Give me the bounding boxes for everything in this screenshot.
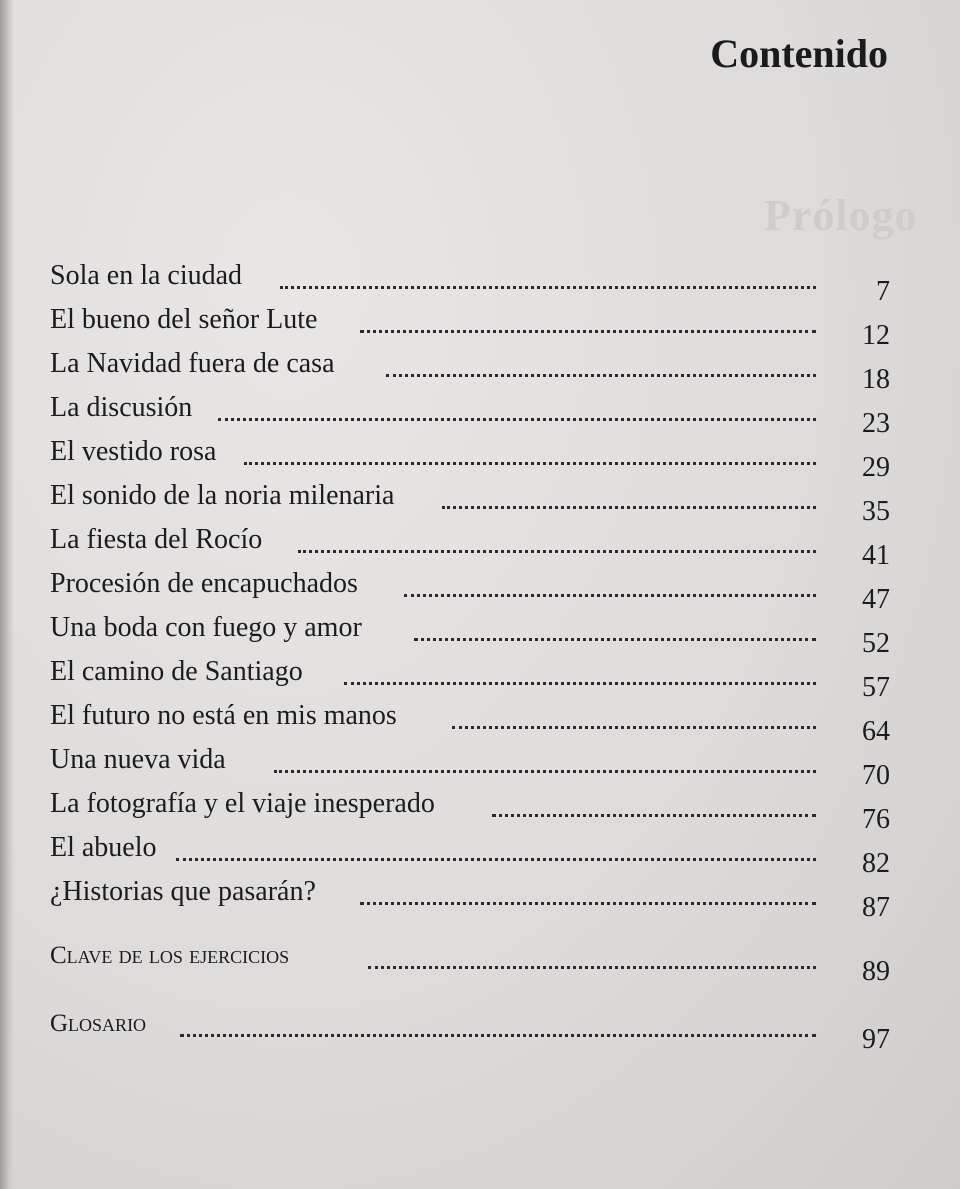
toc-entry-title: El bueno del señor Lute [50, 304, 318, 335]
bleed-through-title: Prólogo [764, 191, 918, 240]
toc-entry-title: El abuelo [50, 832, 157, 863]
toc-page-number: 70 [862, 760, 890, 791]
toc-page-number: 29 [862, 452, 890, 483]
toc-entry [48, 256, 898, 307]
toc-page-number: 76 [862, 804, 890, 835]
toc-entry [48, 872, 898, 923]
toc-entry-title: La Navidad fuera de casa [50, 348, 335, 379]
toc-entry [48, 300, 898, 351]
toc-entry [48, 696, 898, 747]
toc-dot-leader [298, 540, 816, 553]
toc-entry [48, 432, 898, 483]
toc-page-number: 7 [876, 276, 890, 307]
toc-page-number: 57 [862, 672, 890, 703]
toc-page-number: 35 [862, 496, 890, 527]
toc-dot-leader [452, 716, 816, 729]
toc-page-number: 82 [862, 848, 890, 879]
toc-page-number: 41 [862, 540, 890, 571]
toc-entry-title: Una nueva vida [50, 744, 226, 775]
toc-entry-title: El vestido rosa [50, 436, 217, 467]
toc-entry-title: Procesión de encapuchados [50, 568, 358, 599]
toc-entry-title: El camino de Santiago [50, 656, 303, 687]
toc-page-number: 97 [862, 1024, 890, 1055]
page-title: Contenido [710, 31, 888, 76]
toc-entry-appendix [48, 1004, 898, 1055]
toc-page-number: 64 [862, 716, 890, 747]
toc-entry [48, 476, 898, 527]
toc-dot-leader [414, 628, 816, 641]
toc-entry-appendix [48, 936, 898, 987]
toc-page-number: 87 [862, 892, 890, 923]
toc-entry [48, 388, 898, 439]
toc-entry-title: ¿Historias que pasarán? [50, 876, 316, 907]
toc-page-number: 12 [862, 320, 890, 351]
toc-entry-title: Una boda con fuego y amor [50, 612, 362, 643]
toc-dot-leader [176, 848, 816, 861]
toc-page-number: 89 [862, 956, 890, 987]
toc-dot-leader [386, 364, 816, 377]
toc-page-number: 23 [862, 408, 890, 439]
toc-entry [48, 828, 898, 879]
toc-dot-leader [492, 804, 816, 817]
page-gutter-shadow [0, 0, 14, 1189]
toc-entry [48, 344, 898, 395]
toc-entry [48, 564, 898, 615]
toc-entry [48, 652, 898, 703]
toc-dot-leader [360, 320, 816, 333]
toc-page-number: 18 [862, 364, 890, 395]
toc-entry-title: La fiesta del Rocío [50, 524, 263, 555]
toc-entry [48, 608, 898, 659]
toc-dot-leader [244, 452, 816, 465]
toc-dot-leader [280, 276, 816, 289]
toc-page-number: 52 [862, 628, 890, 659]
toc-page-number: 47 [862, 584, 890, 615]
toc-entry [48, 784, 898, 835]
toc-entry-title: El sonido de la noria milenaria [50, 480, 395, 511]
toc-entry-title: La fotografía y el viaje inesperado [50, 788, 435, 819]
toc-dot-leader [360, 892, 816, 905]
toc-dot-leader [180, 1024, 816, 1037]
toc-dot-leader [442, 496, 816, 509]
toc-dot-leader [274, 760, 816, 773]
toc-entry-title: Sola en la ciudad [50, 260, 243, 291]
toc-dot-leader [344, 672, 816, 685]
toc-entry-title: Glosario [50, 1010, 147, 1037]
toc-entry-title: Clave de los ejercicios [50, 942, 290, 969]
toc-dot-leader [368, 956, 816, 969]
toc-entry-title: La discusión [50, 392, 193, 423]
toc-dot-leader [218, 408, 816, 421]
toc-entry-title: El futuro no está en mis manos [50, 700, 397, 731]
toc-entry [48, 740, 898, 791]
toc-entry [48, 520, 898, 571]
toc-dot-leader [404, 584, 816, 597]
